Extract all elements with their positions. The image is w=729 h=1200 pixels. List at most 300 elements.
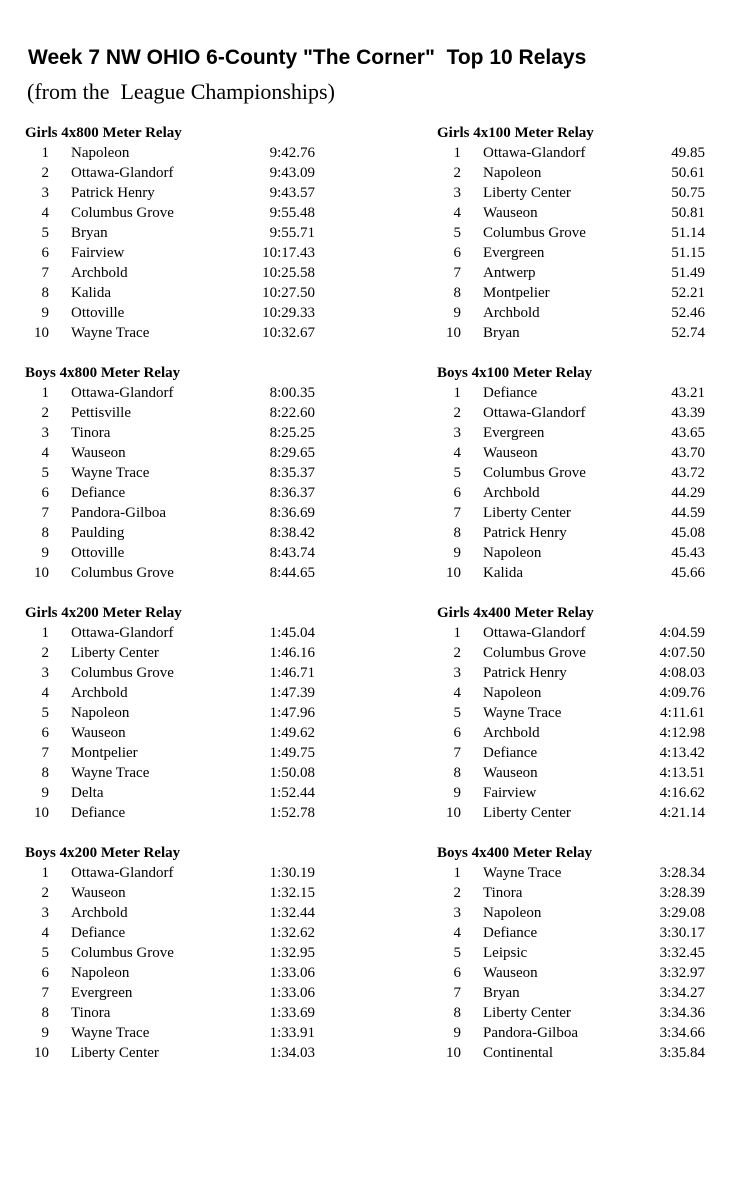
relay-time: 4:11.61 (660, 705, 705, 721)
relay-time: 1:30.19 (269, 865, 315, 881)
relay-time: 10:25.58 (262, 265, 315, 281)
result-row (25, 743, 315, 763)
rank: 6 (41, 965, 49, 981)
rank: 6 (41, 725, 49, 741)
rank: 8 (41, 765, 49, 781)
result-row (437, 263, 727, 283)
result-row (437, 963, 727, 983)
relay-time: 9:43.09 (269, 165, 315, 181)
relay-time: 52.74 (671, 325, 705, 341)
result-row (437, 623, 727, 643)
relay-section-girls-4x400 (437, 603, 727, 823)
result-row (25, 763, 315, 783)
result-row (25, 143, 315, 163)
rank: 1 (41, 385, 49, 401)
rank: 1 (41, 145, 49, 161)
relay-time: 52.21 (671, 285, 705, 301)
team-name: Wauseon (483, 205, 538, 221)
relay-time: 1:33.91 (269, 1025, 315, 1041)
relay-time: 1:49.75 (269, 745, 315, 761)
rank: 4 (453, 205, 461, 221)
rank: 1 (453, 625, 461, 641)
result-row (25, 223, 315, 243)
relay-time: 3:30.17 (659, 925, 705, 941)
team-name: Wauseon (483, 445, 538, 461)
result-row (25, 1043, 315, 1063)
team-name: Fairview (71, 245, 125, 261)
team-name: Pettisville (71, 405, 131, 421)
relay-time: 3:29.08 (659, 905, 705, 921)
relay-time: 44.59 (671, 505, 705, 521)
rank: 1 (453, 385, 461, 401)
team-name: Liberty Center (483, 805, 571, 821)
relay-time: 1:47.96 (269, 705, 315, 721)
result-row (25, 663, 315, 683)
relay-time: 3:32.97 (659, 965, 705, 981)
team-name: Archbold (483, 305, 540, 321)
relay-time: 43.21 (671, 385, 705, 401)
relay-time: 1:33.06 (269, 965, 315, 981)
relay-time: 3:28.39 (659, 885, 705, 901)
team-name: Tinora (71, 1005, 111, 1021)
team-name: Wauseon (71, 445, 126, 461)
rank: 1 (41, 865, 49, 881)
rank: 3 (453, 665, 461, 681)
result-row (437, 323, 727, 343)
result-row (437, 903, 727, 923)
result-row (25, 723, 315, 743)
team-name: Defiance (71, 925, 126, 941)
relay-time: 8:36.37 (269, 485, 315, 501)
rank: 2 (453, 645, 461, 661)
result-row (25, 943, 315, 963)
relay-time: 43.72 (671, 465, 705, 481)
relay-time: 4:13.42 (659, 745, 705, 761)
team-name: Evergreen (483, 245, 545, 261)
team-name: Ottawa-Glandorf (483, 625, 586, 641)
result-row (25, 483, 315, 503)
relay-time: 8:38.42 (269, 525, 315, 541)
result-row (25, 903, 315, 923)
rank: 6 (41, 245, 49, 261)
result-row (25, 563, 315, 583)
rank: 3 (41, 425, 49, 441)
relay-time: 4:13.51 (659, 765, 705, 781)
relay-section-girls-4x100 (437, 123, 727, 343)
result-row (25, 283, 315, 303)
relay-time: 8:29.65 (269, 445, 315, 461)
result-row (25, 543, 315, 563)
rank: 5 (453, 225, 461, 241)
result-row (25, 443, 315, 463)
result-row (437, 283, 727, 303)
page-title: Week 7 NW OHIO 6-County "The Corner" Top 10 Relays (28, 46, 587, 69)
result-row (437, 423, 727, 443)
team-name: Liberty Center (483, 1005, 571, 1021)
team-name: Patrick Henry (71, 185, 155, 201)
relay-time: 4:16.62 (659, 785, 705, 801)
relay-time: 1:32.95 (269, 945, 315, 961)
team-name: Wauseon (483, 765, 538, 781)
team-name: Pandora-Gilboa (71, 505, 166, 521)
result-row (25, 403, 315, 423)
relay-time: 51.15 (671, 245, 705, 261)
result-row (437, 403, 727, 423)
relay-time: 1:32.15 (269, 885, 315, 901)
team-name: Montpelier (71, 745, 138, 761)
rank: 1 (41, 625, 49, 641)
result-row (437, 463, 727, 483)
result-row (437, 743, 727, 763)
rank: 10 (446, 805, 461, 821)
rank: 8 (41, 285, 49, 301)
section-title: Boys 4x200 Meter Relay (25, 845, 181, 861)
rank: 10 (34, 1045, 49, 1061)
relay-time: 1:50.08 (269, 765, 315, 781)
relay-time: 8:00.35 (269, 385, 315, 401)
result-row (437, 163, 727, 183)
rank: 1 (453, 865, 461, 881)
team-name: Defiance (71, 485, 126, 501)
result-row (25, 163, 315, 183)
relay-time: 8:35.37 (269, 465, 315, 481)
team-name: Bryan (483, 985, 520, 1001)
relay-time: 10:17.43 (262, 245, 315, 261)
relay-time: 1:49.62 (269, 725, 315, 741)
result-row (25, 923, 315, 943)
team-name: Columbus Grove (71, 945, 174, 961)
rank: 9 (453, 545, 461, 561)
team-name: Columbus Grove (71, 565, 174, 581)
team-name: Ottawa-Glandorf (483, 405, 586, 421)
team-name: Ottawa-Glandorf (483, 145, 586, 161)
team-name: Wayne Trace (483, 865, 562, 881)
rank: 5 (41, 465, 49, 481)
relay-time: 3:32.45 (659, 945, 705, 961)
result-row (437, 663, 727, 683)
result-row (437, 443, 727, 463)
rank: 3 (453, 905, 461, 921)
rank: 3 (453, 425, 461, 441)
relay-time: 9:43.57 (269, 185, 315, 201)
result-row (437, 683, 727, 703)
team-name: Archbold (71, 685, 128, 701)
rank: 8 (453, 285, 461, 301)
result-row (437, 763, 727, 783)
section-title: Girls 4x100 Meter Relay (437, 125, 594, 141)
rank: 3 (41, 665, 49, 681)
relay-time: 1:34.03 (269, 1045, 315, 1061)
rank: 4 (453, 685, 461, 701)
rank: 8 (41, 525, 49, 541)
relay-time: 3:28.34 (659, 865, 705, 881)
rank: 9 (41, 785, 49, 801)
team-name: Antwerp (483, 265, 536, 281)
relay-time: 1:46.71 (269, 665, 315, 681)
team-name: Archbold (483, 725, 540, 741)
section-title: Girls 4x400 Meter Relay (437, 605, 594, 621)
team-name: Evergreen (71, 985, 133, 1001)
team-name: Ottawa-Glandorf (71, 385, 174, 401)
team-name: Ottawa-Glandorf (71, 165, 174, 181)
result-row (25, 783, 315, 803)
result-row (25, 263, 315, 283)
rank: 4 (41, 205, 49, 221)
rank: 9 (41, 545, 49, 561)
team-name: Columbus Grove (483, 225, 586, 241)
relay-time: 1:33.06 (269, 985, 315, 1001)
team-name: Ottoville (71, 545, 125, 561)
relay-time: 1:52.44 (269, 785, 315, 801)
rank: 10 (34, 805, 49, 821)
result-row (437, 943, 727, 963)
result-row (437, 703, 727, 723)
team-name: Columbus Grove (71, 205, 174, 221)
rank: 4 (41, 445, 49, 461)
team-name: Pandora-Gilboa (483, 1025, 578, 1041)
result-row (437, 543, 727, 563)
relay-time: 4:09.76 (659, 685, 705, 701)
relay-time: 8:22.60 (269, 405, 315, 421)
team-name: Fairview (483, 785, 537, 801)
team-name: Defiance (71, 805, 126, 821)
team-name: Ottawa-Glandorf (71, 865, 174, 881)
team-name: Wayne Trace (71, 1025, 150, 1041)
team-name: Bryan (71, 225, 108, 241)
team-name: Defiance (483, 385, 538, 401)
rank: 5 (41, 705, 49, 721)
result-row (25, 1023, 315, 1043)
result-row (25, 423, 315, 443)
team-name: Liberty Center (71, 1045, 159, 1061)
result-row (437, 803, 727, 823)
result-row (437, 483, 727, 503)
result-row (25, 503, 315, 523)
result-row (437, 1023, 727, 1043)
rank: 7 (453, 745, 461, 761)
rank: 2 (41, 165, 49, 181)
rank: 5 (453, 705, 461, 721)
relay-time: 8:36.69 (269, 505, 315, 521)
team-name: Delta (71, 785, 104, 801)
relay-time: 50.81 (671, 205, 705, 221)
team-name: Kalida (71, 285, 111, 301)
rank: 3 (453, 185, 461, 201)
result-row (437, 203, 727, 223)
team-name: Liberty Center (483, 185, 571, 201)
relay-time: 9:42.76 (269, 145, 315, 161)
relay-time: 4:08.03 (659, 665, 705, 681)
relay-time: 4:07.50 (659, 645, 705, 661)
rank: 5 (41, 945, 49, 961)
rank: 7 (453, 505, 461, 521)
result-row (437, 383, 727, 403)
team-name: Bryan (483, 325, 520, 341)
relay-time: 44.29 (671, 485, 705, 501)
team-name: Ottoville (71, 305, 125, 321)
team-name: Wayne Trace (71, 325, 150, 341)
rank: 5 (453, 945, 461, 961)
relay-time: 43.39 (671, 405, 705, 421)
result-row (437, 783, 727, 803)
rank: 2 (453, 885, 461, 901)
relay-section-girls-4x800 (25, 123, 315, 343)
section-title: Boys 4x400 Meter Relay (437, 845, 593, 861)
rank: 10 (446, 1045, 461, 1061)
relay-time: 43.65 (671, 425, 705, 441)
rank: 8 (453, 765, 461, 781)
team-name: Archbold (71, 265, 128, 281)
rank: 4 (41, 925, 49, 941)
relay-time: 1:33.69 (269, 1005, 315, 1021)
result-row (437, 863, 727, 883)
rank: 9 (41, 1025, 49, 1041)
team-name: Napoleon (483, 165, 542, 181)
result-row (437, 223, 727, 243)
relay-section-boys-4x200 (25, 843, 315, 1063)
result-row (25, 523, 315, 543)
team-name: Leipsic (483, 945, 528, 961)
result-row (25, 1003, 315, 1023)
team-name: Liberty Center (71, 645, 159, 661)
relay-time: 45.43 (671, 545, 705, 561)
rank: 7 (41, 505, 49, 521)
relay-time: 51.14 (671, 225, 705, 241)
rank: 4 (41, 685, 49, 701)
relay-time: 1:32.62 (269, 925, 315, 941)
rank: 3 (41, 185, 49, 201)
section-title: Boys 4x800 Meter Relay (25, 365, 181, 381)
result-row (25, 863, 315, 883)
result-row (437, 563, 727, 583)
team-name: Patrick Henry (483, 665, 567, 681)
relay-time: 8:43.74 (269, 545, 315, 561)
rank: 5 (41, 225, 49, 241)
team-name: Montpelier (483, 285, 550, 301)
team-name: Napoleon (483, 905, 542, 921)
rank: 2 (453, 165, 461, 181)
team-name: Napoleon (71, 965, 130, 981)
relay-time: 49.85 (671, 145, 705, 161)
team-name: Columbus Grove (483, 645, 586, 661)
rank: 8 (41, 1005, 49, 1021)
rank: 7 (41, 265, 49, 281)
rank: 6 (453, 965, 461, 981)
relay-time: 45.08 (671, 525, 705, 541)
rank: 2 (453, 405, 461, 421)
team-name: Defiance (483, 745, 538, 761)
result-row (25, 703, 315, 723)
relay-time: 4:21.14 (659, 805, 705, 821)
team-name: Wauseon (483, 965, 538, 981)
team-name: Wayne Trace (71, 765, 150, 781)
relay-time: 9:55.71 (269, 225, 315, 241)
relay-time: 4:04.59 (659, 625, 705, 641)
result-row (437, 143, 727, 163)
rank: 2 (41, 885, 49, 901)
team-name: Napoleon (71, 145, 130, 161)
result-row (437, 503, 727, 523)
relay-time: 52.46 (671, 305, 705, 321)
relay-time: 50.75 (671, 185, 705, 201)
relay-time: 3:35.84 (659, 1045, 705, 1061)
relay-time: 10:32.67 (262, 325, 315, 341)
result-row (25, 803, 315, 823)
rank: 9 (41, 305, 49, 321)
team-name: Napoleon (71, 705, 130, 721)
result-row (437, 243, 727, 263)
result-row (25, 383, 315, 403)
team-name: Tinora (71, 425, 111, 441)
team-name: Liberty Center (483, 505, 571, 521)
relay-time: 45.66 (671, 565, 705, 581)
result-row (437, 723, 727, 743)
result-row (25, 183, 315, 203)
relay-time: 51.49 (671, 265, 705, 281)
result-row (25, 963, 315, 983)
page-subtitle: (from the League Championships) (27, 79, 335, 104)
result-row (437, 1003, 727, 1023)
rank: 9 (453, 1025, 461, 1041)
result-row (25, 983, 315, 1003)
relay-time: 43.70 (671, 445, 705, 461)
rank: 7 (41, 985, 49, 1001)
relay-time: 8:44.65 (269, 565, 315, 581)
team-name: Napoleon (483, 685, 542, 701)
relay-time: 3:34.36 (659, 1005, 705, 1021)
rank: 9 (453, 305, 461, 321)
relay-time: 10:27.50 (262, 285, 315, 301)
team-name: Columbus Grove (71, 665, 174, 681)
section-title: Girls 4x800 Meter Relay (25, 125, 182, 141)
relay-time: 3:34.66 (659, 1025, 705, 1041)
rank: 10 (446, 565, 461, 581)
team-name: Evergreen (483, 425, 545, 441)
section-title: Boys 4x100 Meter Relay (437, 365, 593, 381)
result-row (437, 1043, 727, 1063)
relay-time: 1:52.78 (269, 805, 315, 821)
relay-time: 8:25.25 (269, 425, 315, 441)
relay-time: 3:34.27 (659, 985, 705, 1001)
rank: 7 (453, 265, 461, 281)
rank: 6 (453, 725, 461, 741)
result-row (25, 883, 315, 903)
relay-section-boys-4x100 (437, 363, 727, 583)
team-name: Defiance (483, 925, 538, 941)
rank: 5 (453, 465, 461, 481)
relay-time: 1:47.39 (269, 685, 315, 701)
relay-section-boys-4x400 (437, 843, 727, 1063)
team-name: Wauseon (71, 885, 126, 901)
team-name: Archbold (483, 485, 540, 501)
team-name: Wauseon (71, 725, 126, 741)
team-name: Paulding (71, 525, 125, 541)
rank: 9 (453, 785, 461, 801)
rank: 8 (453, 1005, 461, 1021)
team-name: Columbus Grove (483, 465, 586, 481)
result-row (25, 623, 315, 643)
rank: 6 (453, 245, 461, 261)
rank: 1 (453, 145, 461, 161)
result-row (25, 203, 315, 223)
relay-time: 4:12.98 (659, 725, 705, 741)
team-name: Ottawa-Glandorf (71, 625, 174, 641)
result-row (437, 303, 727, 323)
relay-time: 50.61 (671, 165, 705, 181)
relay-time: 10:29.33 (262, 305, 315, 321)
result-row (25, 683, 315, 703)
result-row (437, 643, 727, 663)
